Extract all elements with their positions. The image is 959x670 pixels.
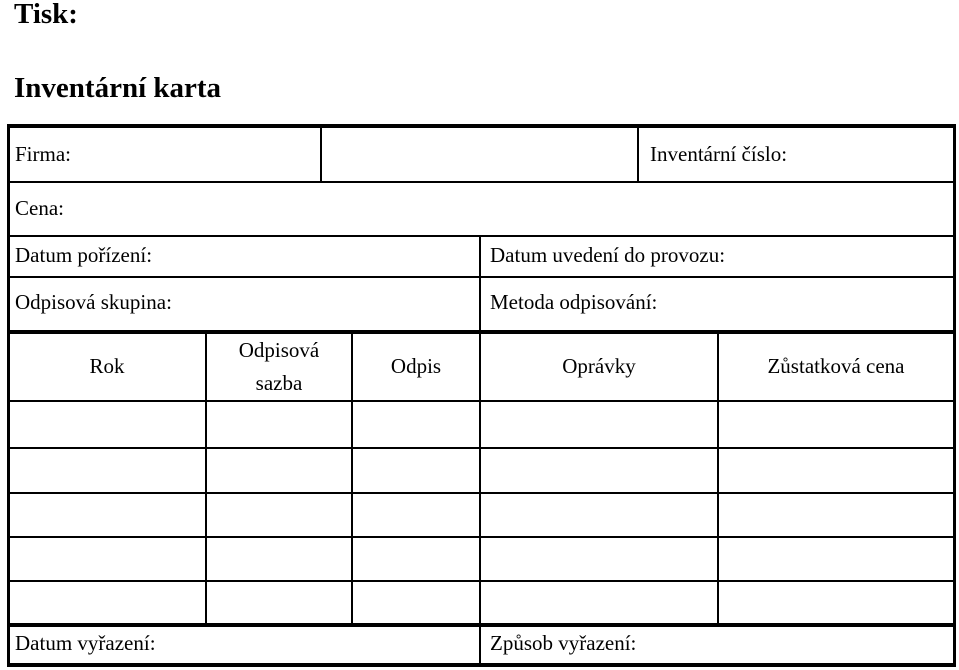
section-label: Tisk: (14, 0, 78, 30)
divider (637, 126, 639, 182)
firma-label: Firma: (15, 142, 71, 166)
form-bottom-border (7, 663, 956, 667)
column-header-odpis: Odpis (390, 354, 442, 378)
divider (7, 580, 956, 582)
metoda-label: Metoda odpisování: (490, 290, 658, 314)
inventarni-cislo-label: Inventární číslo: (650, 142, 788, 166)
table-row (9, 538, 953, 580)
zpusob-vyrazeni-label: Způsob vyřazení: (490, 631, 637, 655)
divider (479, 625, 481, 665)
datum-vyrazeni-label: Datum vyřazení: (15, 631, 156, 655)
divider (7, 276, 956, 278)
divider (479, 236, 481, 331)
form-top-border (7, 124, 956, 128)
page-title: Inventární karta (14, 72, 222, 104)
column-header-zustatkova-cena: Zůstatková cena (767, 354, 905, 378)
column-header-opravky: Oprávky (562, 354, 636, 378)
table-top-border (7, 330, 956, 334)
footer-top-border (7, 623, 956, 627)
datum-uvedeni-label: Datum uvedení do provozu: (490, 243, 726, 267)
divider (7, 235, 956, 237)
odpisova-skupina-label: Odpisová skupina: (15, 290, 172, 314)
divider (7, 181, 956, 183)
form-right-border (953, 124, 956, 667)
column-header-sazba-line1: Odpisová (238, 338, 320, 362)
datum-porizeni-label: Datum pořízení: (15, 243, 153, 267)
form-left-border (7, 124, 10, 667)
firma-value[interactable] (330, 144, 630, 168)
table-row (9, 494, 953, 536)
cena-label: Cena: (15, 196, 64, 220)
column-header-rok: Rok (89, 354, 125, 378)
table-row (9, 402, 953, 447)
divider (320, 126, 322, 182)
table-row (9, 449, 953, 492)
column-header-sazba-line2: sazba (255, 371, 303, 395)
